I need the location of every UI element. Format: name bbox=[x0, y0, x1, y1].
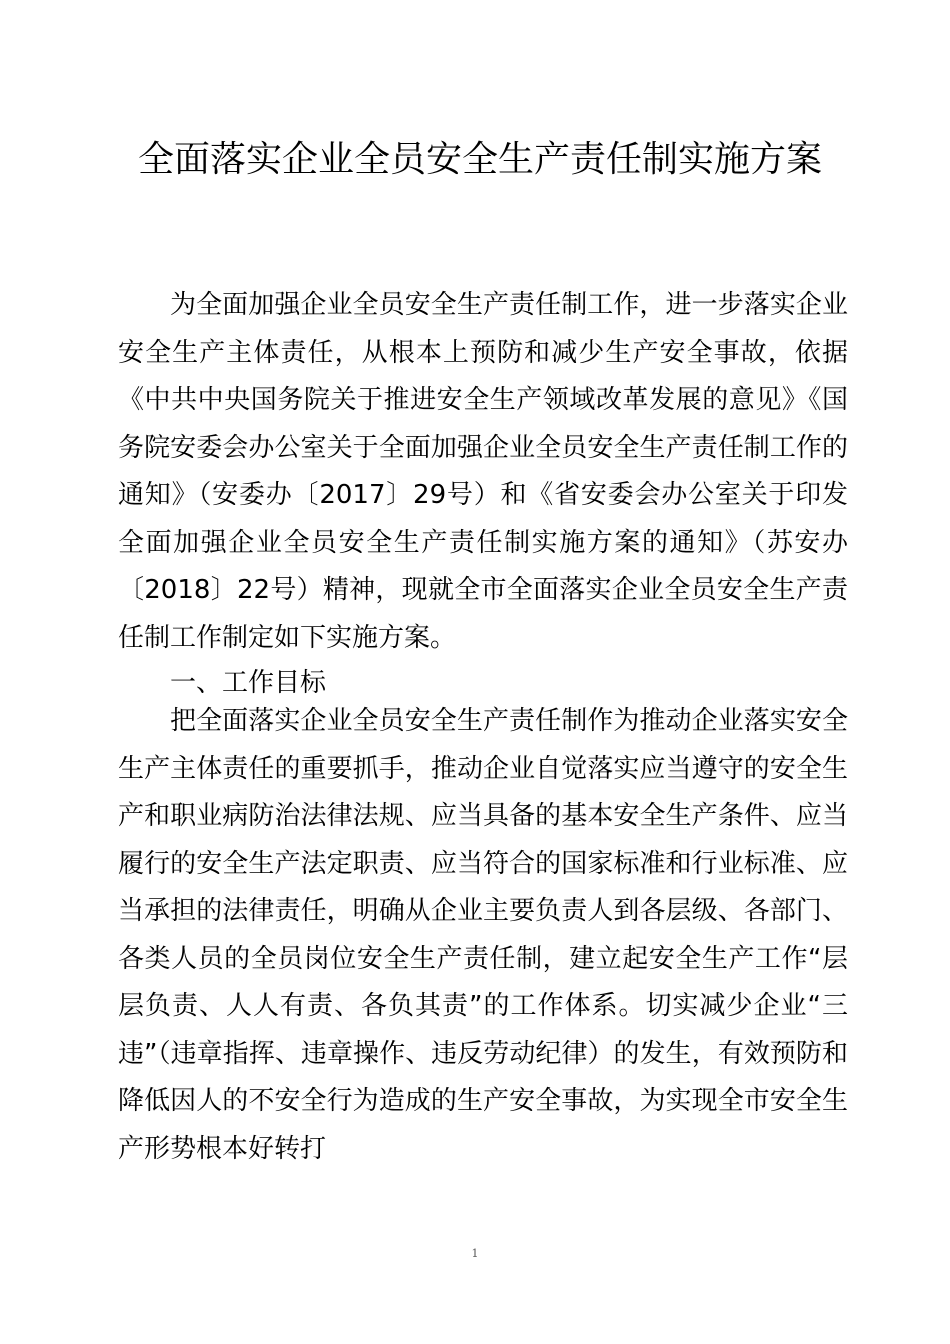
document-title: 全面落实企业全员安全生产责任制实施方案 bbox=[138, 139, 823, 180]
page-number: 1 bbox=[471, 1247, 479, 1260]
intro-paragraph: 为全面加强企业全员安全生产责任制工作，进一步落实企业安全生产主体责任，从根本上预防和减少生产安全事故，依据《中共中央国务院关于推进安全生产领域改革发展的意见》《国务院安委会办公室关于全面加强企业全员安全生产责任制工作的通知》（安委办〔2017〕29号）和《省安委会办公室关于印发全面加强企业全员安全生产责任制实施方案的通知》（苏安办〔2018〕22号）精神，现就全市全面落实企业全员安全生产责任制工作制定如下实施方案。 bbox=[118, 290, 848, 653]
section-heading-work-goal: 一、工作目标 bbox=[170, 668, 327, 698]
section-paragraph-work-goal: 把全面落实企业全员安全生产责任制作为推动企业落实安全生产主体责任的重要抓手，推动企业自觉落实应当遵守的安全生产和职业病防治法律法规、应当具备的基本安全生产条件、应当履行的安全生产法定职责、应当符合的国家标准和行业标准、应当承担的法律责任，明确从企业主要负责人到各层级、各部门、各类人员的全员岗位安全生产责任制，建立起安全生产工作“层层负责、人人有责、各负其责”的工作体系。切实减少企业“三违”（违章指挥、违章操作、违反劳动纪律）的发生，有效预防和降低因人的不安全行为造成的生产安全事故，为实现全市安全生产形势根本好转打 bbox=[118, 706, 848, 1164]
